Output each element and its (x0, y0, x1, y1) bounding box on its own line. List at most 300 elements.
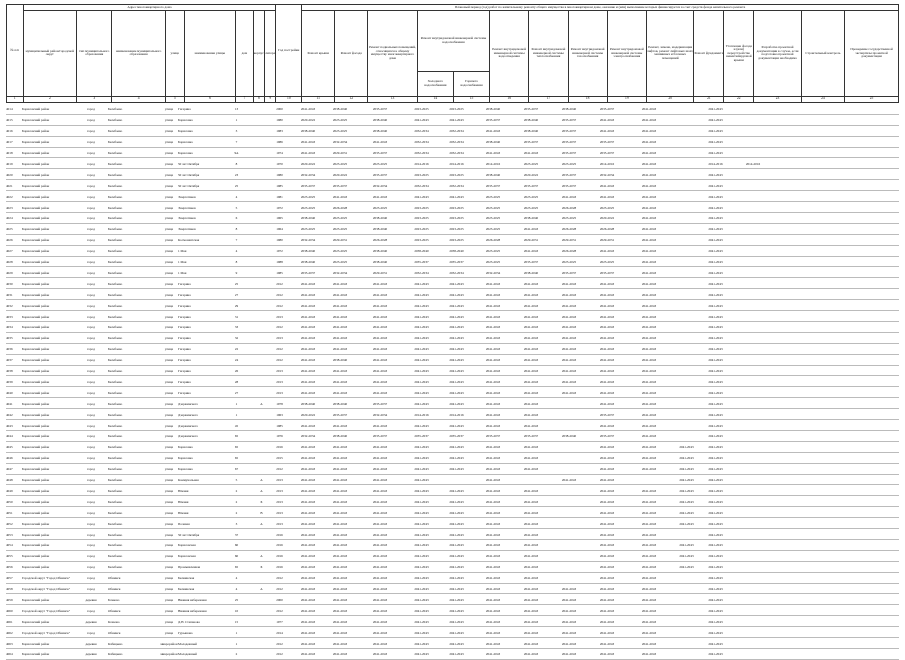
table-cell: 2035-2037 (372, 172, 388, 177)
table-cell: 4035 (6, 336, 13, 341)
table-cell: 2041-2043 (485, 467, 501, 472)
table-cell: 2041-2043 (708, 641, 723, 646)
table-cell: Белебаево (108, 303, 123, 308)
table-cell: 2035-2037 (561, 140, 577, 145)
table-row (6, 377, 899, 388)
table-cell: Б (260, 565, 263, 570)
table-cell: Борисовский район (22, 325, 50, 330)
table-cell: Городской округ "Город Обнинск" (22, 587, 71, 592)
table-cell: 2041-2043 (561, 478, 577, 483)
table-cell: 2041-2043 (485, 532, 501, 537)
table-cell: 2041-2043 (708, 467, 723, 472)
header-col-korpus: корпус (253, 11, 264, 96)
table-cell: 2041-2043 (561, 652, 577, 657)
table-cell: 2032-2034 (300, 172, 316, 177)
table-row (6, 649, 899, 660)
table-cell: 2041-2043 (332, 619, 348, 624)
table-cell: 2035-2037 (485, 183, 501, 188)
table-cell: улица (164, 336, 174, 341)
table-cell: 28 (234, 379, 239, 384)
table-cell: 2041-2043 (449, 641, 464, 646)
table-cell: улица (164, 554, 174, 559)
table-cell: 2038-2040 (300, 260, 316, 265)
table-cell: 2035-2037 (332, 412, 348, 417)
table-cell: 2041-2043 (599, 183, 615, 188)
table-row (6, 137, 899, 148)
table-cell: 2032-2034 (332, 270, 348, 275)
table-row (6, 126, 899, 137)
table-cell: 2041-2043 (372, 336, 388, 341)
table-cell: Белебаево (108, 161, 123, 166)
table-cell: 4041 (6, 401, 13, 406)
table-cell: 2041-2043 (641, 325, 657, 330)
table-cell: 2041-2043 (641, 456, 657, 461)
table-cell: Белебаево (108, 336, 123, 341)
table-cell: 2041-2043 (300, 510, 316, 515)
table-cell: город (87, 467, 95, 472)
table-cell: 2041-2043 (641, 641, 657, 646)
table-cell: город (87, 172, 95, 177)
table-cell: 1972 (276, 205, 283, 210)
header-col-street-name: наименование улицы (184, 11, 236, 96)
table-cell: 2035-2037 (414, 260, 429, 265)
table-cell: 2041-2043 (561, 303, 577, 308)
table-cell: 45 (234, 423, 239, 428)
table-cell: Белебаево (108, 183, 123, 188)
table-cell: Борисовский район (22, 216, 50, 221)
table-cell: 2041-2043 (414, 281, 429, 286)
table-cell: 2041-2043 (449, 369, 464, 374)
table-cell: город (87, 118, 95, 123)
table-cell: 2041-2043 (641, 434, 657, 439)
table-cell: 2041-2043 (561, 597, 577, 602)
table-cell: 2023-2025 (599, 260, 615, 265)
table-cell: 2032-2034 (449, 183, 464, 188)
header-col-sewer: Ремонт внутридомовой инженерной системы водоотведения (490, 11, 529, 96)
header-col-foundation: Ремонт фундамента (694, 11, 724, 96)
table-cell: Борисовский район (22, 478, 50, 483)
table-cell: 2041-2043 (485, 543, 501, 548)
table-cell: 2041-2043 (708, 270, 723, 275)
table-cell: улица (164, 499, 174, 504)
column-number-cell: 16 (490, 96, 529, 102)
table-cell: 2041-2043 (372, 554, 388, 559)
table-cell: Борисовский район (22, 183, 50, 188)
header-col-street-type: улица (165, 11, 184, 96)
table-cell: 2041-2043 (300, 565, 316, 570)
table-cell: Борисовский район (22, 532, 50, 537)
table-cell: 2041-2043 (599, 608, 615, 613)
table-cell: 2041-2043 (485, 325, 501, 330)
table-row (6, 507, 899, 518)
table-cell: 2041-2043 (523, 390, 539, 395)
table-cell: 2023-2025 (449, 205, 464, 210)
table-cell: 2038-2040 (300, 129, 316, 134)
table-cell: 2041-2043 (485, 445, 501, 450)
table-cell: 2041-2043 (523, 597, 539, 602)
table-cell: улица (164, 107, 174, 112)
table-cell: 2041-2043 (372, 390, 388, 395)
table-cell: улица (164, 390, 174, 395)
table-cell: 2041-2043 (300, 652, 316, 657)
table-cell: Белебаево (108, 107, 123, 112)
table-cell: 2041-2043 (485, 478, 501, 483)
table-cell: 60 (234, 543, 239, 548)
column-number-cell: 9 (265, 96, 276, 102)
column-number-cell: 2 (23, 96, 77, 102)
table-row (6, 496, 899, 507)
table-cell: 2035-2037 (599, 151, 615, 156)
table-cell: город (87, 510, 95, 515)
table-cell: 2035-2037 (561, 129, 577, 134)
table-cell: 2041-2043 (708, 369, 723, 374)
column-number-cell: 15 (453, 96, 489, 102)
table-cell: 2035-2037 (561, 172, 577, 177)
column-number-cell: 6 (184, 96, 236, 102)
table-cell: 2041-2043 (523, 608, 539, 613)
table-cell: 1 Мая (178, 249, 187, 254)
table-cell: 2041-2043 (449, 608, 464, 613)
table-cell: 2041-2043 (599, 194, 615, 199)
table-cell: 2023-2025 (523, 205, 539, 210)
table-cell: 4055 (6, 554, 13, 559)
table-header (6, 4, 899, 103)
table-cell: 2041-2043 (300, 521, 316, 526)
table-cell: 2041-2043 (561, 325, 577, 330)
table-cell: 2041-2043 (641, 118, 657, 123)
table-cell: 2023-2025 (485, 260, 501, 265)
table-cell: улица (164, 281, 174, 286)
table-cell: Гагарина (178, 358, 191, 363)
table-cell: 2035-2037 (300, 270, 316, 275)
table-cell: 15 (234, 619, 239, 624)
table-cell: 2041-2043 (449, 303, 464, 308)
table-cell: Нижняя набережная (178, 597, 207, 602)
table-cell: 1986 (276, 140, 283, 145)
table-row (6, 464, 899, 475)
table-cell: 2041-2043 (485, 597, 501, 602)
table-cell: 2041-2043 (414, 445, 429, 450)
table-cell: 2041-2043 (449, 445, 464, 450)
table-cell: 2041-2043 (523, 412, 539, 417)
table-row (6, 573, 899, 584)
table-cell: 2013 (276, 379, 283, 384)
table-cell: 2041-2043 (708, 390, 723, 395)
table-cell: 2041-2043 (561, 358, 577, 363)
table-cell: 2041-2043 (641, 183, 657, 188)
table-cell: 1980 (276, 238, 283, 243)
table-cell: 2041-2043 (599, 118, 615, 123)
table-cell: 2041-2043 (449, 423, 464, 428)
table-cell: 2041-2043 (679, 499, 694, 504)
table-cell: 2041-2043 (599, 456, 615, 461)
column-number-row (7, 96, 899, 102)
table-cell: улица (164, 172, 174, 177)
table-cell: 2041-2043 (449, 456, 464, 461)
table-cell: 2023-2025 (561, 260, 577, 265)
table-cell: 2041-2043 (300, 608, 316, 613)
table-cell: Белебаево (108, 325, 123, 330)
table-cell: 2041-2043 (641, 161, 657, 166)
table-cell: Борисовка (178, 456, 193, 461)
table-cell: Борисовский район (22, 412, 50, 417)
table-cell: город (87, 303, 95, 308)
table-cell: 2041-2043 (449, 390, 464, 395)
table-cell: улица (164, 347, 174, 352)
table-cell: 10 (234, 608, 239, 613)
table-cell: 2041-2043 (372, 499, 388, 504)
table-cell: 2032-2034 (449, 140, 464, 145)
table-cell: Гагарина (178, 390, 191, 395)
table-cell: 2041-2043 (300, 478, 316, 483)
table-cell: Кабицыно (108, 641, 123, 646)
table-cell: город (87, 129, 95, 134)
table-cell: 2041-2043 (561, 336, 577, 341)
table-cell: 2041-2043 (523, 369, 539, 374)
table-row (6, 605, 899, 616)
table-cell: 1981 (276, 194, 283, 199)
table-cell: Борисовский район (22, 369, 50, 374)
table-cell: 2041-2043 (523, 336, 539, 341)
table-cell: 2041-2043 (372, 445, 388, 450)
table-cell: 7 (235, 140, 238, 145)
table-cell: 2029-2031 (332, 151, 348, 156)
table-cell: 2023-2025 (449, 216, 464, 221)
table-cell: 2038-2040 (523, 216, 539, 221)
table-cell: 2035-2037 (523, 434, 539, 439)
table-cell: 2041-2043 (641, 445, 657, 450)
header-col-facade: Ремонт фасада (335, 11, 368, 96)
table-cell: 2023-2025 (414, 205, 429, 210)
table-cell: 2023-2025 (414, 172, 429, 177)
table-cell: улица (164, 151, 174, 156)
table-cell: 33 (234, 325, 239, 330)
table-cell: 2038-2040 (372, 227, 388, 232)
table-cell: 2041-2043 (523, 630, 539, 635)
table-cell: 4044 (6, 434, 13, 439)
table-cell: Белебаево (108, 227, 123, 232)
table-cell: 4047 (6, 467, 13, 472)
table-cell: 2041-2043 (561, 314, 577, 319)
table-row (6, 616, 899, 627)
table-cell: 2041-2043 (599, 630, 615, 635)
table-cell: 2041-2043 (485, 576, 501, 581)
table-cell: 2041-2043 (332, 510, 348, 515)
table-cell: Полевая (178, 521, 190, 526)
table-cell: 4053 (6, 532, 13, 537)
table-cell: 2041-2043 (523, 249, 539, 254)
table-cell: 2041-2043 (523, 652, 539, 657)
table-row (6, 115, 899, 126)
table-cell: улица (164, 303, 174, 308)
table-cell: 1977 (276, 619, 283, 624)
table-cell: 3 (235, 521, 238, 526)
table-cell: Белебаево (108, 390, 123, 395)
table-cell: 2023-2025 (332, 129, 348, 134)
table-cell: город (87, 423, 95, 428)
table-cell: 2041-2043 (599, 303, 615, 308)
table-cell: 50 лет Октября (178, 172, 200, 177)
table-cell: 2041-2043 (561, 347, 577, 352)
table-cell: 2041-2043 (332, 478, 348, 483)
table-cell: 2 (235, 510, 238, 515)
spreadsheet-page (6, 4, 899, 657)
table-cell: Б (260, 499, 263, 504)
table-cell: 8 (235, 260, 238, 265)
table-cell: Городской округ "Город Обнинск" (22, 608, 71, 613)
table-cell: город (87, 401, 95, 406)
table-cell: 2041-2043 (523, 499, 539, 504)
table-cell: 2038-2040 (485, 140, 501, 145)
table-row (6, 475, 899, 486)
table-cell: 2014-2016 (414, 412, 429, 417)
column-number-cell: 22 (724, 96, 754, 102)
table-cell: 2041-2043 (523, 314, 539, 319)
table-cell: город (87, 281, 95, 286)
table-cell: 2012 (276, 281, 283, 286)
table-cell: 2041-2043 (708, 576, 723, 581)
table-row (6, 289, 899, 300)
table-cell: 2041-2043 (708, 151, 723, 156)
table-cell: 2041-2043 (641, 412, 657, 417)
table-cell: Белебаево (108, 314, 123, 319)
table-cell: 2041-2043 (485, 369, 501, 374)
table-cell: 50 лет Октября (178, 161, 200, 166)
table-cell: 2041-2043 (414, 358, 429, 363)
table-cell: город (87, 151, 95, 156)
table-cell: 2041-2043 (599, 576, 615, 581)
table-cell: 2000 (276, 597, 283, 602)
table-cell: 2041-2043 (414, 499, 429, 504)
table-row (6, 333, 899, 344)
table-cell: 2041-2043 (485, 652, 501, 657)
table-cell: Белебаево (108, 543, 123, 548)
table-cell: улица (164, 140, 174, 145)
table-row (6, 344, 899, 355)
table-cell: 4038 (6, 369, 13, 374)
table-cell: 2041-2043 (449, 619, 464, 624)
table-cell: А (260, 587, 263, 592)
table-cell: 8 (235, 161, 238, 166)
table-row (6, 148, 899, 159)
table-cell: В (260, 510, 263, 515)
table-cell: 2041-2043 (414, 456, 429, 461)
table-cell: 4016 (6, 129, 13, 134)
table-cell: 1 (235, 118, 238, 123)
table-row (6, 420, 899, 431)
table-cell: Борисовский район (22, 281, 50, 286)
table-cell: 2041-2043 (708, 249, 723, 254)
column-number-cell: 25 (845, 96, 899, 102)
table-cell: 2041-2043 (561, 608, 577, 613)
table-cell: 4034 (6, 325, 13, 330)
table-cell: 2035-2037 (414, 434, 429, 439)
table-cell: 2041-2043 (332, 630, 348, 635)
table-cell: 2035-2037 (485, 118, 501, 123)
table-cell: 2014-2016 (745, 161, 761, 166)
table-cell: 2041-2043 (300, 325, 316, 330)
table-cell: 2041-2043 (414, 510, 429, 515)
table-cell: 2041-2043 (641, 205, 657, 210)
table-cell: 2041-2043 (641, 521, 657, 526)
table-cell: 2041-2043 (523, 543, 539, 548)
table-cell: 2041-2043 (485, 151, 501, 156)
table-cell: 2041-2043 (372, 543, 388, 548)
table-cell: 2041-2043 (641, 587, 657, 592)
table-cell: 2035-2037 (372, 434, 388, 439)
table-cell: Южная (178, 488, 189, 493)
table-cell: 2041-2043 (523, 488, 539, 493)
table-cell: 1963 (276, 412, 283, 417)
table-cell: 2041-2043 (449, 194, 464, 199)
table-cell: 2041-2043 (300, 597, 316, 602)
table-cell: город (87, 554, 95, 559)
table-cell: 2041-2043 (414, 325, 429, 330)
table-cell: Обнинск (108, 608, 121, 613)
table-cell: 2041-2043 (523, 347, 539, 352)
column-number-cell: 7 (236, 96, 254, 102)
table-cell: 2035-2037 (523, 260, 539, 265)
table-cell: 2041-2043 (485, 347, 501, 352)
table-cell: 2041-2043 (641, 401, 657, 406)
table-cell: 2013 (276, 488, 283, 493)
table-cell: Дзержинского (178, 401, 199, 406)
table-cell: 2023-2025 (332, 118, 348, 123)
table-cell: 2041-2043 (561, 619, 577, 624)
table-cell: 2041-2043 (449, 565, 464, 570)
table-cell: Промышленная (178, 565, 201, 570)
table-cell: Д.Н. Степанова (178, 619, 200, 624)
table-cell: 2032-2034 (414, 270, 429, 275)
table-cell: 2016 (276, 543, 283, 548)
table-cell: 2041-2043 (485, 129, 501, 134)
table-cell: 2041-2043 (523, 641, 539, 646)
table-cell: Борисовский район (22, 543, 50, 548)
table-cell: 2041-2043 (641, 630, 657, 635)
table-cell: 2041-2043 (300, 369, 316, 374)
table-cell: 2038-2040 (372, 216, 388, 221)
table-cell: 8 (235, 227, 238, 232)
table-cell: 2041-2043 (332, 379, 348, 384)
table-cell: 50 лет Октября (178, 183, 200, 188)
table-cell: 2041-2043 (523, 554, 539, 559)
header-col-house: дом (236, 11, 254, 96)
table-cell: 2041-2043 (414, 401, 429, 406)
table-cell: 2026-2028 (332, 205, 348, 210)
table-cell: 4021 (6, 183, 13, 188)
table-cell: 2041-2043 (679, 554, 694, 559)
table-cell: 2041-2043 (599, 521, 615, 526)
table-cell: 2041-2043 (449, 652, 464, 657)
table-cell: 1985 (276, 423, 283, 428)
table-cell: 2041-2043 (449, 314, 464, 319)
header-col-control: Строительный контроль (801, 11, 844, 96)
table-cell: 2012 (276, 325, 283, 330)
table-row (6, 627, 899, 638)
table-cell: 2041-2043 (641, 369, 657, 374)
table-cell: 2041-2043 (641, 597, 657, 602)
table-cell: микрорайон (160, 652, 178, 657)
table-cell: 2041-2043 (599, 587, 615, 592)
table-cell: 2041-2043 (332, 423, 348, 428)
table-cell: 2041-2043 (414, 488, 429, 493)
header-col-roof: Ремонт крыши (302, 11, 335, 96)
table-cell: 2041-2043 (679, 510, 694, 515)
table-cell: 2 (235, 499, 238, 504)
table-cell: 1 Мая (178, 270, 187, 275)
table-cell: 2013 (276, 478, 283, 483)
table-cell: 2041-2043 (561, 194, 577, 199)
